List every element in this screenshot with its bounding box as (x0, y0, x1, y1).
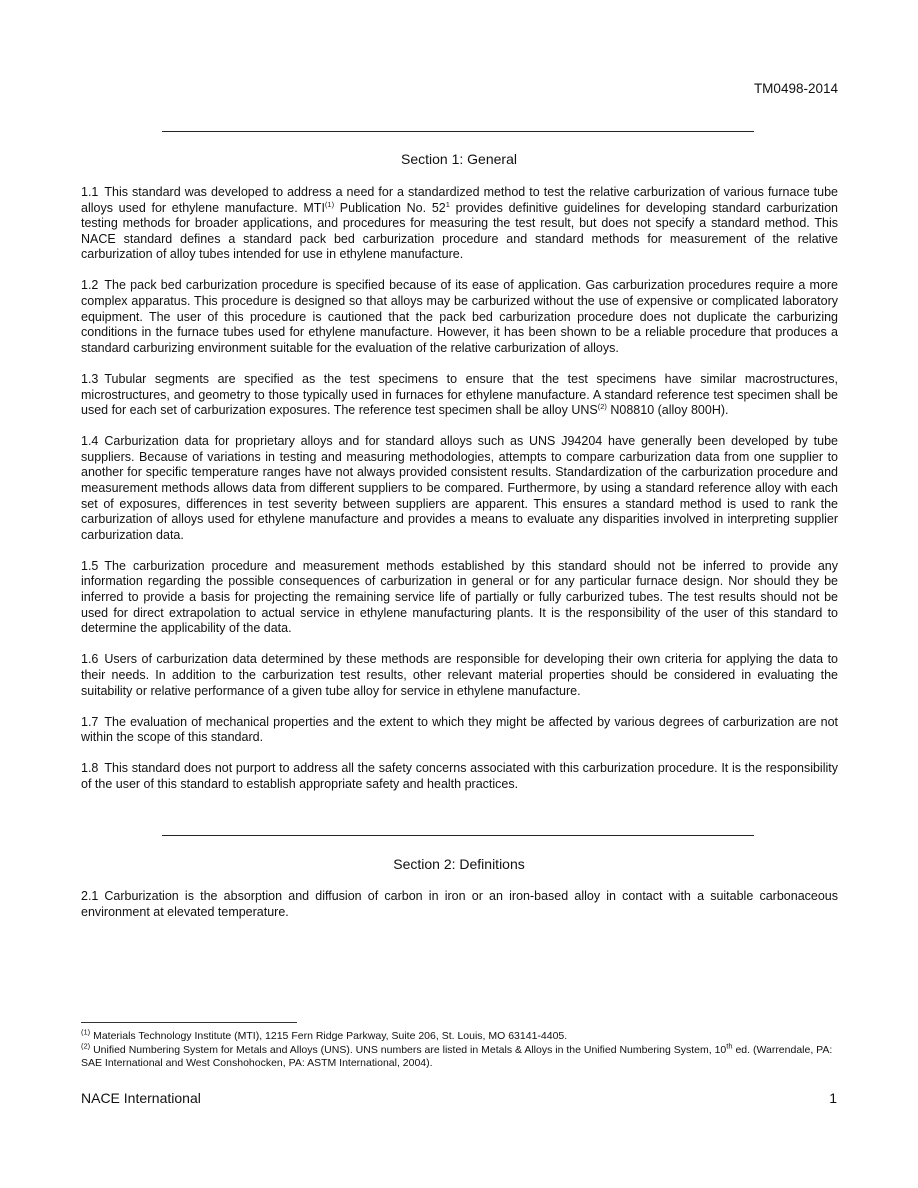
paragraph-text: The carburization procedure and measurement methods established by this standard should not be inferred to provide any information regarding the possible consequences of carburization in general or for any particular furnace design. Nor should they be inferred to provide a basis for projecting the remaining service life of partially or fully carburized tubes. The test results should not be used for direct extrapolation to actual service in ethylene manufacturing plants. It is the responsibility of the user of this standard to determine the applicability of the data. (81, 558, 838, 636)
footnote-text: ed. (Warrendale, PA: SAE International and West Conshohocken, PA: ASTM International, 2004). (81, 1043, 833, 1069)
section-divider (162, 835, 754, 836)
paragraph-1-2 (81, 278, 838, 356)
paragraph-1-6 (81, 652, 838, 699)
paragraph-1-1 (81, 185, 838, 263)
footnote-text: Materials Technology Institute (MTI), 1215 Fern Ridge Parkway, Suite 206, St. Louis, MO 63141-4405. (90, 1030, 568, 1042)
page-number: 1 (829, 1090, 837, 1106)
paragraph-text: Users of carburization data determined by these methods are responsible for developing their own criteria for applying the data to their needs. In addition to the carburization test results, other relevant material properties should be considered in evaluating the suitability or relative performance of a given tube alloy for service in ethylene manufacture. (81, 652, 838, 698)
paragraph-text: Carburization is the absorption and diffusion of carbon in iron or an iron-based alloy in contact with a suitable carbonaceous environment at elevated temperature. (81, 889, 838, 919)
footnote-mark: (2) (81, 1041, 91, 1050)
paragraph-number: 1.1 (81, 185, 99, 199)
footnote-mark: (1) (81, 1027, 91, 1037)
paragraph-text: This standard does not purport to address all the safety concerns associated with this carburization procedure. It is the responsibility of the user of this standard to establish appropriate safety and health practices. (81, 761, 838, 791)
paragraph-1-7 (81, 715, 838, 746)
paragraph-1-5 (81, 559, 838, 637)
paragraph-number: 1.2 (81, 278, 99, 293)
paragraph-number: 1.8 (81, 761, 99, 776)
citation-ref: 1 (445, 199, 450, 209)
section-2-body (81, 889, 838, 936)
paragraph-text: Publication No. 52 (334, 200, 446, 215)
footnote-separator (81, 1022, 297, 1023)
paragraph-1-3 (81, 372, 838, 419)
footnote-ref: (2) (597, 401, 607, 411)
paragraph-text: This standard was developed to address a need for a standardized method to test the relative carburization of various furnace tube alloys used for ethylene manufacture. MTI (81, 185, 838, 215)
paragraph-number: 2.1 (81, 889, 99, 903)
footnote-1 (81, 1027, 838, 1044)
footnote-2 (81, 1041, 838, 1071)
paragraph-text: The pack bed carburization procedure is specified because of its ease of application. Gas carburization procedures require a more complex apparatus. This procedure is designed so that alloys may be carburized without the use of expensive or complicated laboratory equipment. The user of this procedure is cautioned that the pack bed carburization procedure does not duplicate the carburizing conditions in the furnace tubes used for ethylene manufacture. However, it has been shown to be a reliable procedure that produces a standard carburizing environment suitable for the evaluation of the relative carburization of alloys. (81, 278, 838, 355)
paragraph-text: provides definitive guidelines for developing standard carburization testing methods for broader applications, and procedures for measuring the test result, but does not specify a standard method. This NACE standard defines a standard pack bed carburization procedure and standard methods for measurement of the relative carburization of alloy tubes intended for use in ethylene manufacture. (81, 200, 838, 262)
section-2-title: Section 2: Definitions (393, 856, 525, 872)
document-code: TM0498-2014 (753, 81, 838, 96)
section-divider (162, 131, 754, 132)
paragraph-1-4 (81, 434, 838, 543)
section-1-title: Section 1: General (401, 151, 517, 167)
paragraph-text: The evaluation of mechanical properties and the extent to which they might be affected by various degrees of carburization are not within the scope of this standard. (81, 714, 838, 745)
paragraph-number: 1.7 (81, 714, 99, 729)
paragraph-2-1 (81, 889, 838, 920)
section-1-body (81, 185, 838, 808)
paragraph-number: 1.3 (81, 371, 99, 386)
footer-organization: NACE International (81, 1090, 201, 1106)
paragraph-text: Tubular segments are specified as the test specimens to ensure that the test specimens have similar macrostructures, microstructures, and geometry to those typically used in furnaces for ethylene manufacture. A standard reference test specimen shall be used for each set of carburization exposures. The reference test specimen shall be alloy UNS (81, 371, 838, 418)
paragraph-1-8 (81, 761, 838, 792)
paragraph-number: 1.6 (81, 652, 99, 667)
paragraph-text: N08810 (alloy 800H). (606, 403, 729, 418)
footnotes (81, 1027, 838, 1071)
footnote-ref: (1) (324, 199, 335, 209)
paragraph-number: 1.4 (81, 434, 99, 449)
paragraph-number: 1.5 (81, 558, 99, 573)
ordinal-suffix: th (726, 1041, 733, 1050)
footnote-text: Unified Numbering System for Metals and Alloys (UNS). UNS numbers are listed in Metals & Alloys in the Unified Numbering System, 10 (90, 1043, 727, 1056)
paragraph-text: Carburization data for proprietary alloys and for standard alloys such as UNS J94204 have generally been developed by tube suppliers. Because of variations in testing and measuring methodologies, attempts to compare carburization data from one supplier to another for specific temperature ranges have not always provided consistent results. Standardization of the carburization procedure and measurement methods allows data from different suppliers to be compared. Furthermore, by using a standard reference alloy with each set of exposures, differences in test severity between suppliers are apparent. This ensures a standard method is used to rank the carburization of alloys used for ethylene manufacture and provides a means to evaluate any disparities involved in interpreting supplier carburization data. (81, 434, 838, 542)
